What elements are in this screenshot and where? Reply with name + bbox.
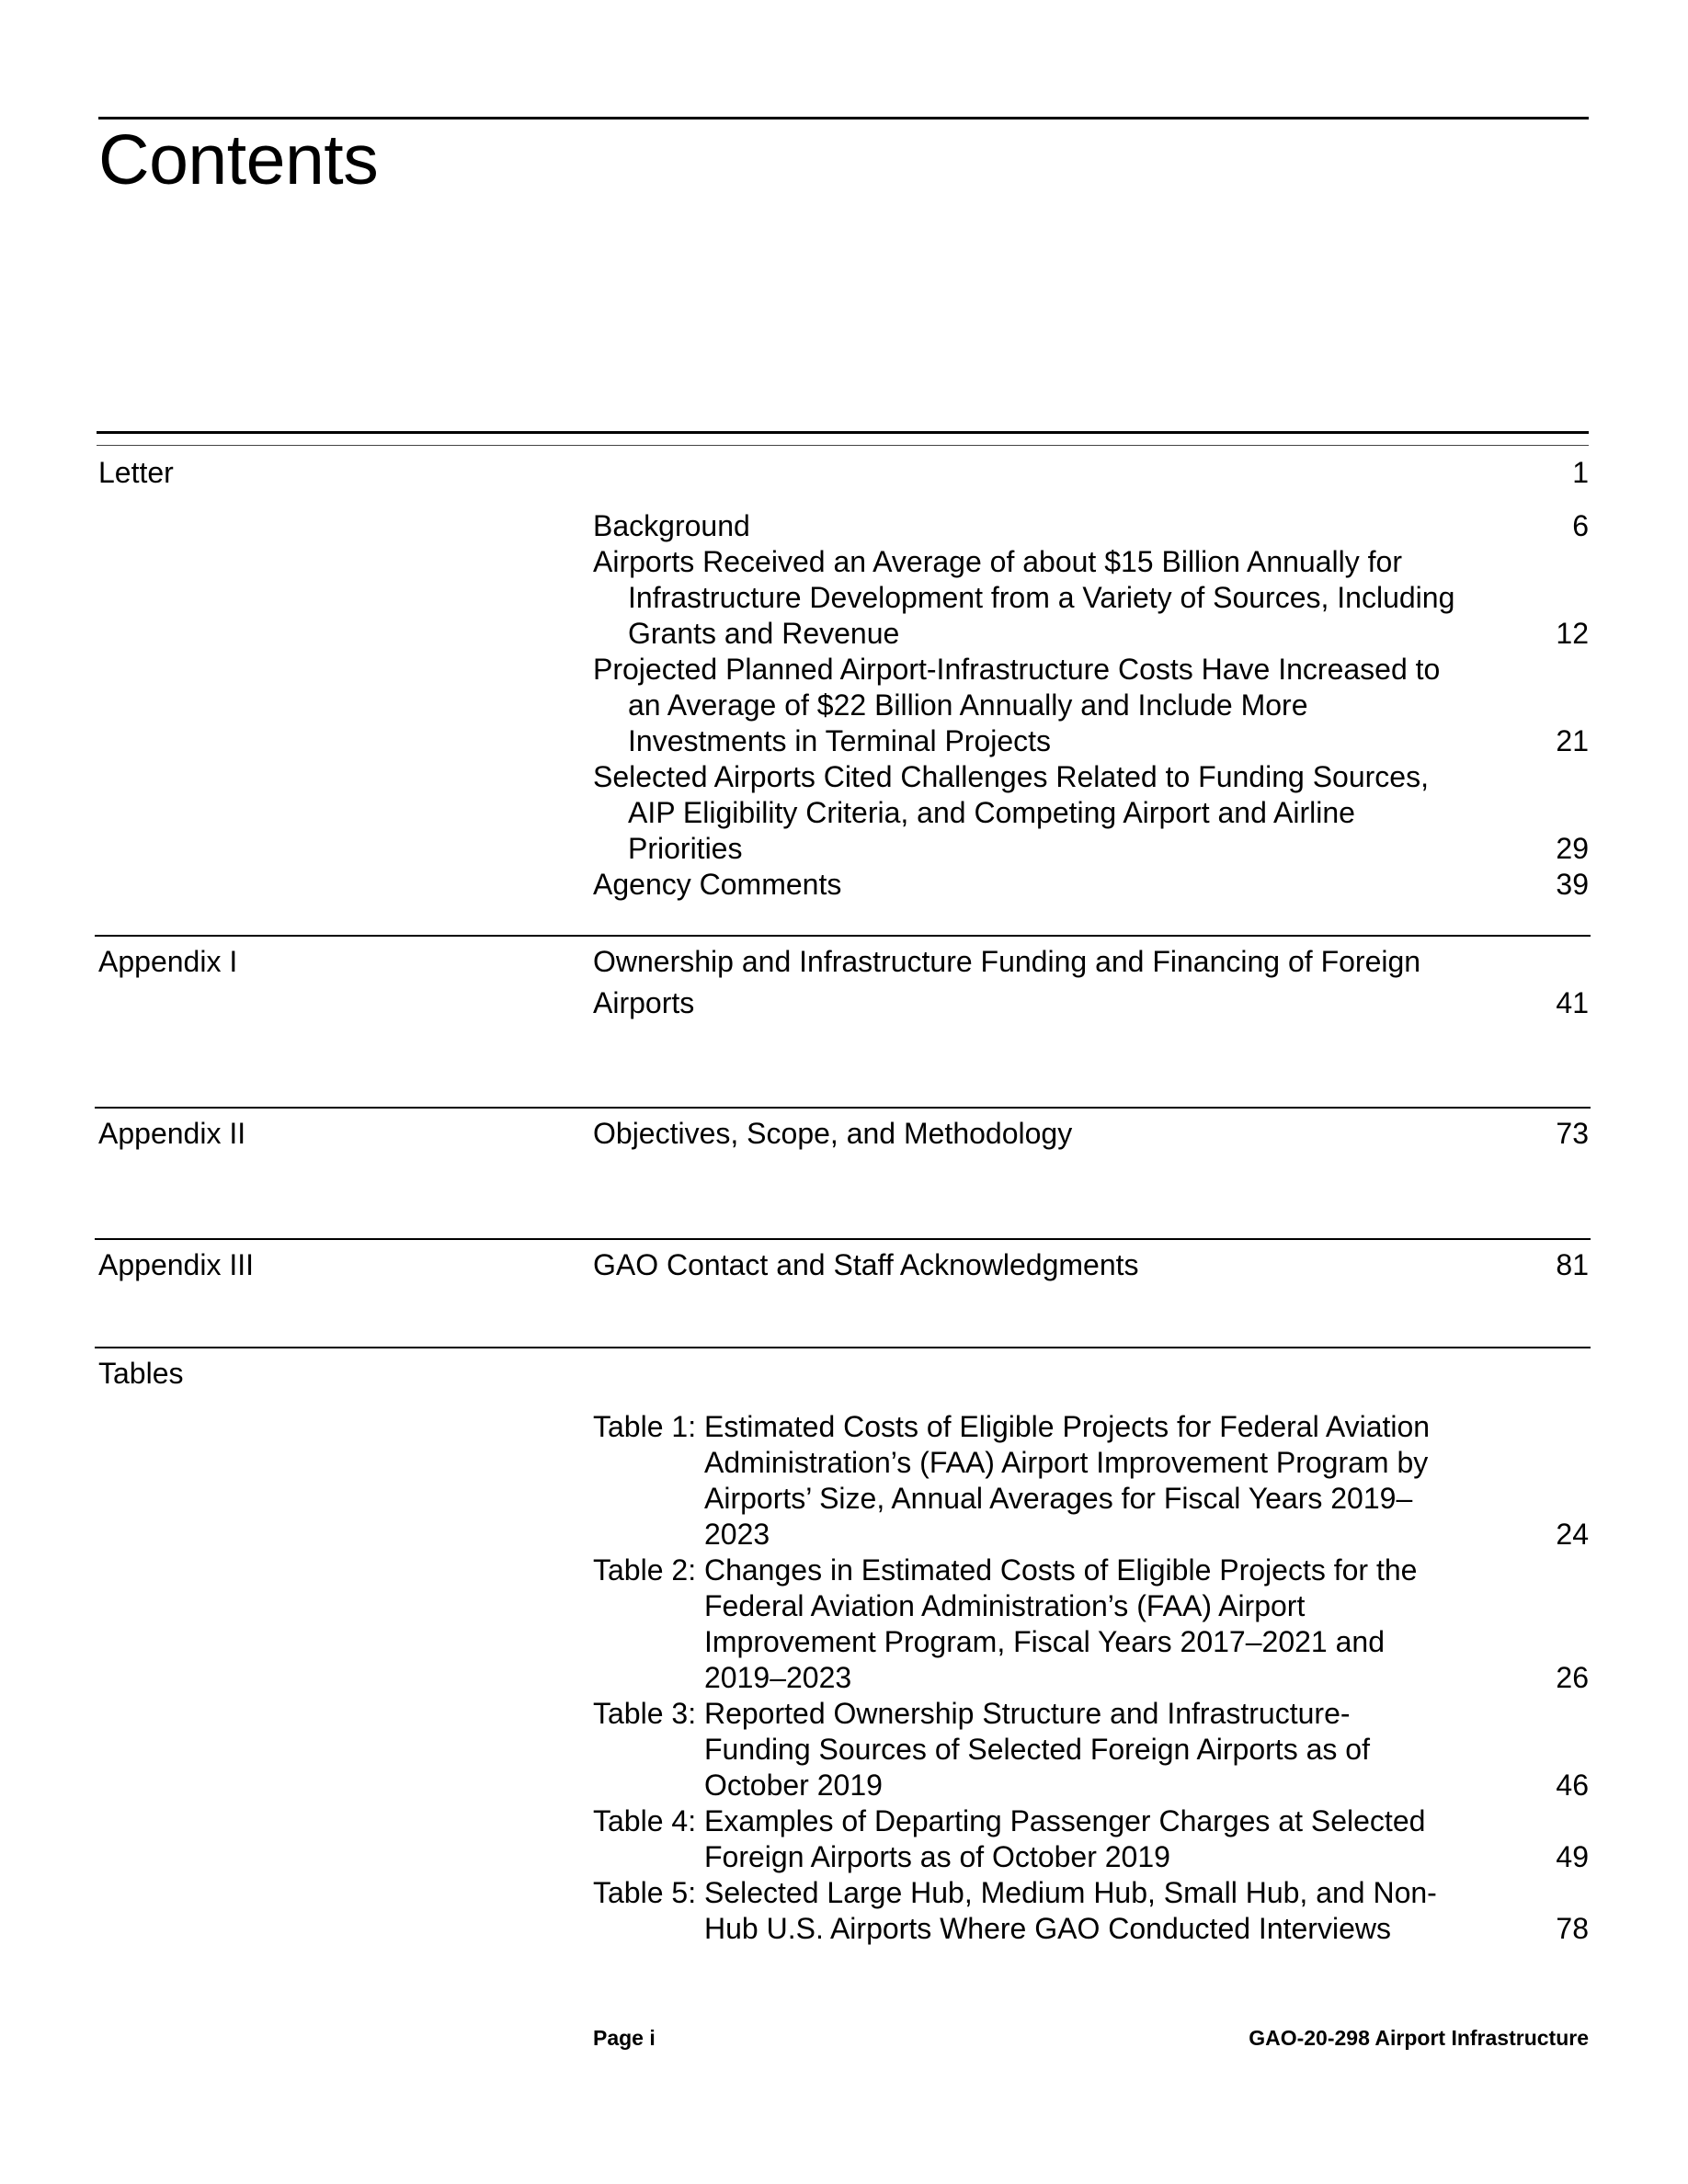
toc-entry-page: 78 — [1556, 1912, 1589, 1945]
section-letter-label: Letter — [98, 456, 174, 489]
toc-entry-page: 29 — [1556, 832, 1589, 865]
toc-table-entry: Table 4: Examples of Departing Passenger Charges at Selected — [593, 1804, 1426, 1837]
section-appendix-i-title: Ownership and Infrastructure Funding and Financing of Foreign — [593, 945, 1421, 978]
toc-table-entry-line: Improvement Program, Fiscal Years 2017–2021 and — [704, 1625, 1385, 1658]
section-appendix-i-label: Appendix I — [98, 945, 238, 978]
section-appendix-i-title: Airports — [593, 986, 695, 1019]
toc-entry-line: Airports Received an Average of about $15 Billion Annually for — [593, 545, 1402, 578]
section-appendix-iii-label: Appendix III — [98, 1248, 254, 1281]
toc-table-entry-line: Airports’ Size, Annual Averages for Fiscal Years 2019– — [704, 1482, 1413, 1515]
toc-entry-line: Priorities — [628, 832, 743, 865]
toc-entry-line: Grants and Revenue — [628, 617, 900, 650]
toc-table-entry-line: Hub U.S. Airports Where GAO Conducted Interviews — [704, 1912, 1391, 1945]
toc-entry-page: 24 — [1556, 1518, 1589, 1551]
toc-table-entry: Table 5: Selected Large Hub, Medium Hub, Small Hub, and Non- — [593, 1876, 1437, 1909]
toc-table-entry-line: 2019–2023 — [704, 1661, 852, 1694]
toc-table-entry-line: Funding Sources of Selected Foreign Airports as of — [704, 1733, 1370, 1766]
toc-entry-page: 12 — [1556, 617, 1589, 650]
toc-top-rule-thin — [97, 445, 1589, 446]
footer-page-label: Page i — [593, 2026, 656, 2050]
title-rule — [98, 117, 1589, 119]
toc-entry-line: Projected Planned Airport-Infrastructure Costs Have Increased to — [593, 653, 1441, 686]
toc-top-rule — [97, 431, 1589, 434]
toc-entry-agency-comments: Agency Comments — [593, 868, 842, 901]
section-appendix-iii-page: 81 — [1556, 1248, 1589, 1281]
section-divider — [95, 935, 1591, 937]
page-title: Contents — [98, 120, 379, 199]
section-appendix-iii-title: GAO Contact and Staff Acknowledgments — [593, 1248, 1139, 1281]
toc-table-entry: Table 3: Reported Ownership Structure and Infrastructure- — [593, 1697, 1351, 1730]
toc-entry-line: Investments in Terminal Projects — [628, 724, 1052, 757]
toc-entry-page: 49 — [1556, 1840, 1589, 1873]
section-divider — [95, 1107, 1591, 1109]
toc-table-entry: Table 2: Changes in Estimated Costs of Eligible Projects for the — [593, 1553, 1418, 1587]
section-appendix-ii-page: 73 — [1556, 1117, 1589, 1150]
toc-entry-page: 46 — [1556, 1769, 1589, 1802]
section-divider — [95, 1238, 1591, 1240]
toc-table-entry-line: October 2019 — [704, 1769, 883, 1802]
toc-table-entry-line: Administration’s (FAA) Airport Improvement Program by — [704, 1446, 1429, 1479]
toc-entry-line: AIP Eligibility Criteria, and Competing Airport and Airline — [628, 796, 1355, 829]
toc-entry-background: Background — [593, 509, 750, 542]
toc-table-entry-line: 2023 — [704, 1518, 770, 1551]
section-tables-label: Tables — [98, 1357, 184, 1390]
toc-table-entry-line: Foreign Airports as of October 2019 — [704, 1840, 1170, 1873]
section-appendix-i-page: 41 — [1556, 986, 1589, 1019]
section-appendix-ii-label: Appendix II — [98, 1117, 246, 1150]
toc-entry-line: an Average of $22 Billion Annually and Include More — [628, 688, 1308, 722]
toc-entry-page: 26 — [1556, 1661, 1589, 1694]
toc-table-entry: Table 1: Estimated Costs of Eligible Projects for Federal Aviation — [593, 1410, 1431, 1443]
section-divider — [95, 1347, 1591, 1348]
toc-entry-line: Selected Airports Cited Challenges Related to Funding Sources, — [593, 760, 1429, 793]
section-appendix-ii-title: Objectives, Scope, and Methodology — [593, 1117, 1073, 1150]
toc-table-entry-line: Federal Aviation Administration’s (FAA) Airport — [704, 1589, 1306, 1622]
section-letter-page: 1 — [1572, 456, 1589, 489]
toc-entry-page: 21 — [1556, 724, 1589, 757]
toc-entry-page: 6 — [1572, 509, 1589, 542]
footer-report-id: GAO-20-298 Airport Infrastructure — [1249, 2026, 1589, 2050]
toc-entry-page: 39 — [1556, 868, 1589, 901]
toc-entry-line: Infrastructure Development from a Variety of Sources, Including — [628, 581, 1455, 614]
